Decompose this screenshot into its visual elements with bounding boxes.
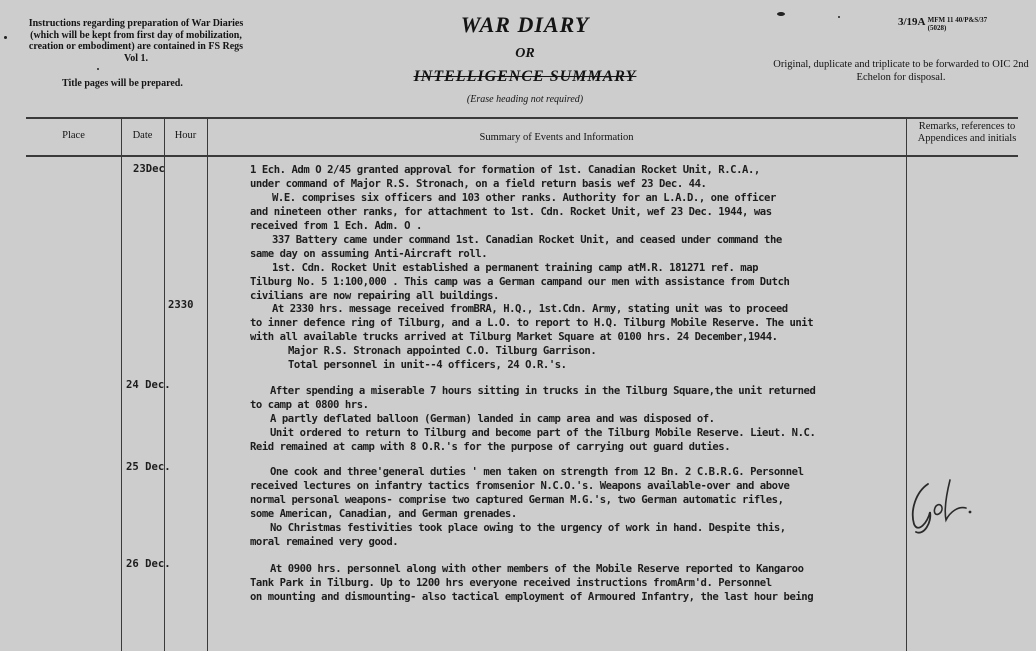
summary-line: received from 1 Ech. Adm. O . [250, 220, 422, 232]
summary-line: Major R.S. Stronach appointed C.O. Tilburg Garrison. [288, 345, 597, 357]
scan-speck [97, 68, 99, 70]
column-divider-remarks [906, 117, 907, 651]
summary-line: At 0900 hrs. personnel along with other members of the Mobile Reserve reported to Kangaroo [270, 563, 804, 575]
column-divider-hour [207, 117, 208, 651]
entry-date: 24 Dec. [126, 379, 171, 391]
column-header-date: Date [132, 130, 153, 141]
summary-line: No Christmas festivities took place owing to the urgency of work in hand. Despite this, [270, 522, 786, 534]
summary-line: One cook and three'general duties ' men taken on strength from 12 Bn. 2 C.B.R.G. Personnel [270, 466, 804, 478]
column-header-remarks: Remarks, references to Appendices and initials [917, 121, 1017, 144]
summary-line: 337 Battery came under command 1st. Canadian Rocket Unit, and ceased under command the [272, 234, 782, 246]
distribution-note: Original, duplicate and triplicate to be forwarded to OIC 2nd Echelon for disposal. [773, 59, 1029, 83]
summary-line: normal personal weapons- comprise two captured German M.G.'s, two German automatic rifles, [250, 494, 784, 506]
column-header-place: Place [62, 130, 85, 141]
table-top-rule [26, 117, 1018, 119]
summary-line: moral remained very good. [250, 536, 399, 548]
summary-line: to camp at 0800 hrs. [250, 399, 369, 411]
summary-line: and nineteen other ranks, for attachment to 1st. Cdn. Rocket Unit, wef 23 Dec. 1944, was [250, 206, 772, 218]
summary-line: some American, Canadian, and German grenades. [250, 508, 517, 520]
summary-line: Tilburg No. 5 1:100,000 . This camp was a German campand our men with assistance from Dutch [250, 276, 790, 288]
summary-line: on mounting and dismounting- also tactical employment of Armoured Infantry, the last hour being [250, 591, 814, 603]
summary-line: same day on assuming Anti-Aircraft roll. [250, 248, 488, 260]
summary-line: Tank Park in Tilburg. Up to 1200 hrs everyone received instructions fromArm'd. Personnel [250, 577, 772, 589]
entry-date: 23Dec [133, 163, 165, 175]
summary-line: 1st. Cdn. Rocket Unit established a permanent training camp atM.R. 181271 ref. map [272, 262, 759, 274]
summary-line: under command of Major R.S. Stronach, on a field return basis wef 23 Dec. 44. [250, 178, 707, 190]
form-number [898, 16, 998, 32]
form-number-label: 3/19A [898, 16, 925, 28]
summary-line: At 2330 hrs. message received fromBRA, H.Q., 1st.Cdn. Army, stating unit was to proceed [272, 303, 788, 315]
handwritten-initials [906, 462, 976, 542]
title-pages-note: Title pages will be prepared. [62, 78, 183, 89]
scan-speck [838, 16, 840, 18]
summary-line: to inner defence ring of Tilburg, and a L.O. to report to H.Q. Tilburg Mobile Reserve. The unit [250, 317, 814, 329]
diary-heading [400, 12, 650, 105]
column-divider-place [121, 117, 122, 651]
summary-line: received lectures on infantry tactics fromsenior N.C.O.'s. Weapons available-over and above [250, 480, 790, 492]
form-code: MFM 11 40/P&S/37 (5028) [927, 16, 988, 32]
instructions-note: Instructions regarding preparation of War Diaries (which will be kept from first day of mobilization, creation or embodiment) are contained in FS Regs Vol 1. [28, 18, 244, 64]
erase-heading-note: (Erase heading not required) [466, 94, 584, 105]
entry-date: 26 Dec. [126, 558, 171, 570]
summary-line: Unit ordered to return to Tilburg and become part of the Tilburg Mobile Reserve. Lieut. N.C. [270, 427, 816, 439]
scan-speck [4, 36, 7, 39]
heading-or: OR [515, 46, 535, 61]
heading-intelligence-summary: INTELLIGENCE SUMMARY [413, 68, 637, 85]
scan-speck [777, 12, 785, 16]
summary-line: A partly deflated balloon (German) landed in camp area and was disposed of. [270, 413, 715, 425]
entry-date: 25 Dec. [126, 461, 171, 473]
summary-line: W.E. comprises six officers and 103 other ranks. Authority for an L.A.D., one officer [272, 192, 776, 204]
heading-war-diary: WAR DIARY [460, 12, 590, 37]
column-header-hour: Hour [174, 130, 197, 141]
summary-line: 1 Ech. Adm O 2/45 granted approval for formation of 1st. Canadian Rocket Unit, R.C.A., [250, 164, 760, 176]
summary-line: Reid remained at camp with 8 O.R.'s for the purpose of carrying out guard duties. [250, 441, 731, 453]
summary-line: Total personnel in unit--4 officers, 24 O.R.'s. [288, 359, 567, 371]
summary-line: After spending a miserable 7 hours sitting in trucks in the Tilburg Square,the unit returned [270, 385, 816, 397]
summary-line: with all available trucks arrived at Tilburg Market Square at 0100 hrs. 24 December,1944. [250, 331, 778, 343]
entry-hour: 2330 [168, 299, 194, 311]
column-header-summary: Summary of Events and Information [479, 132, 634, 143]
summary-line: civilians are now repairing all buildings. [250, 290, 499, 302]
table-header-rule [26, 155, 1018, 157]
